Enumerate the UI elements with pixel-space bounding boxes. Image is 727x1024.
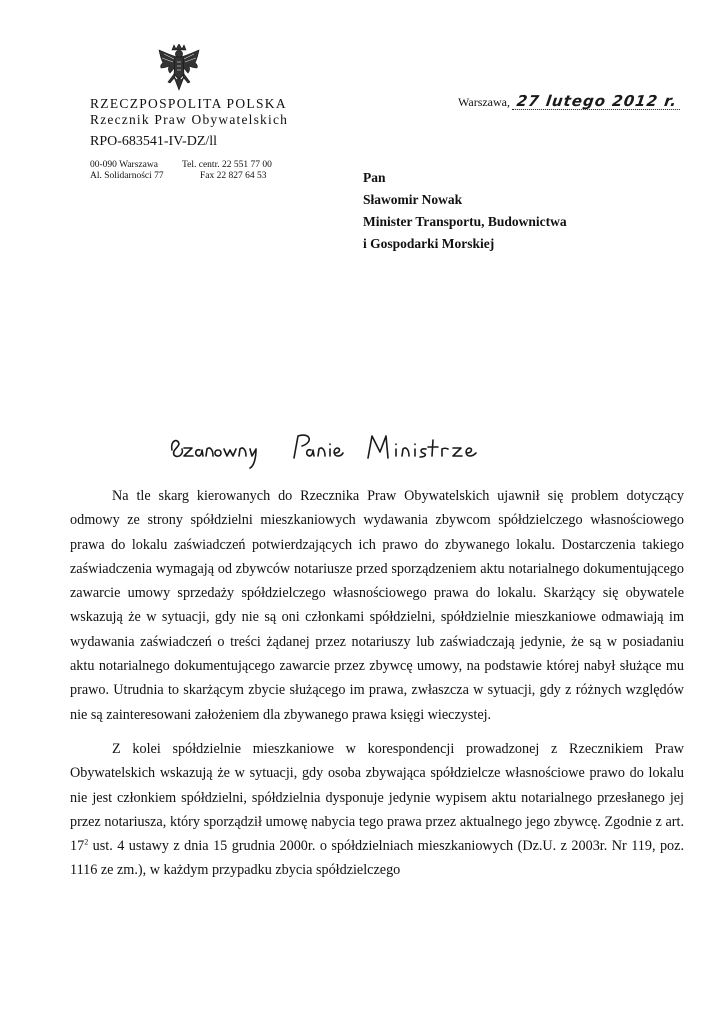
handwritten-date: 27 lutego 2012 r. (512, 93, 682, 110)
organization-subtitle: Rzecznik Praw Obywatelskich (90, 112, 289, 127)
handwritten-greeting (170, 424, 510, 472)
organization-name: RZECZPOSPOLITA POLSKA (90, 96, 287, 111)
letter-body (70, 484, 684, 893)
article-superscript: 2 (84, 837, 89, 847)
recipient-title-1: Minister Transportu, Budownictwa (363, 214, 567, 229)
fax-number: Fax 22 827 64 53 (200, 171, 267, 181)
recipient-title-2: i Gospodarki Morskiej (363, 236, 495, 251)
date-line (458, 93, 681, 110)
phone-number: Tel. centr. 22 551 77 00 (182, 160, 272, 170)
paragraph-2-part-a: Z kolei spółdzielnie mieszkaniowe w korespondencji prowadzonej z Rzecznikiem Praw Obywatelskich wskazują że w sytuacji, gdy osoba zbywająca spółdzielcze własnościowe prawo do lokalu nie jest członkiem spółdzielni, spółdzielnia dysponuje jedynie wypisem aktu notarialnego przesłanego jej przez notariusza, który sporządził umowę nabycia tego prawa przez aktualnego jego zbywcę. Zgodnie z art. 17 (70, 740, 684, 855)
recipient-block (363, 167, 567, 255)
address-line-1: 00-090 Warszawa (90, 160, 158, 170)
reference-number: RPO-683541-IV-DZ/ll (90, 134, 218, 149)
address-line-2: Al. Solidarności 77 (90, 171, 164, 181)
paragraph-2-part-b: ust. 4 ustawy z dnia 15 grudnia 2000r. o spółdzielniach mieszkaniowych (Dz.U. z 2003r. Nr 119, poz. 1116 ze zm.), w każdym przypadku zbycia spółdzielczego (70, 838, 684, 879)
recipient-salutation: Pan (363, 170, 386, 185)
paragraph-1: Na tle skarg kierowanych do Rzecznika Praw Obywatelskich ujawnił się problem dotyczący odmowy ze strony spółdzielni mieszkaniowych wydawania zbywcom spółdzielczego własnościowego prawa do lokalu zaświadczeń potwierdzających ich prawo do zbywanego lokalu. Dostarczenia takiego zaświadczenia wymagają od zbywców notariusze przed sporządzeniem aktu notarialnego dokumentującego zawarcie umowy sprzedaży spółdzielczego własnościowego prawa do lokalu. Skarżący się obywatele wskazują że w sytuacji, gdy nie są oni członkami spółdzielni, spółdzielnie mieszkaniowe odmawiają im wydawania zaświadczeń o treści żądanej przez notariuszy lub zaświadczają jedynie, że są w posiadaniu aktu notarialnego dokumentującego zawarcie przez zbywcę umowy, na podstawie której nabył służące mu prawo. Utrudnia to skarżącym zbycie służącego im prawa, zwłaszcza w sytuacji, gdy z różnych względów nie są zainteresowani założeniem dla zbywanego prawa księgi wieczystej. (70, 488, 684, 723)
recipient-name: Sławomir Nowak (363, 192, 463, 207)
polish-eagle-emblem-icon (156, 44, 202, 94)
city-label: Warszawa, (458, 95, 511, 109)
paragraph-2 (70, 737, 684, 883)
